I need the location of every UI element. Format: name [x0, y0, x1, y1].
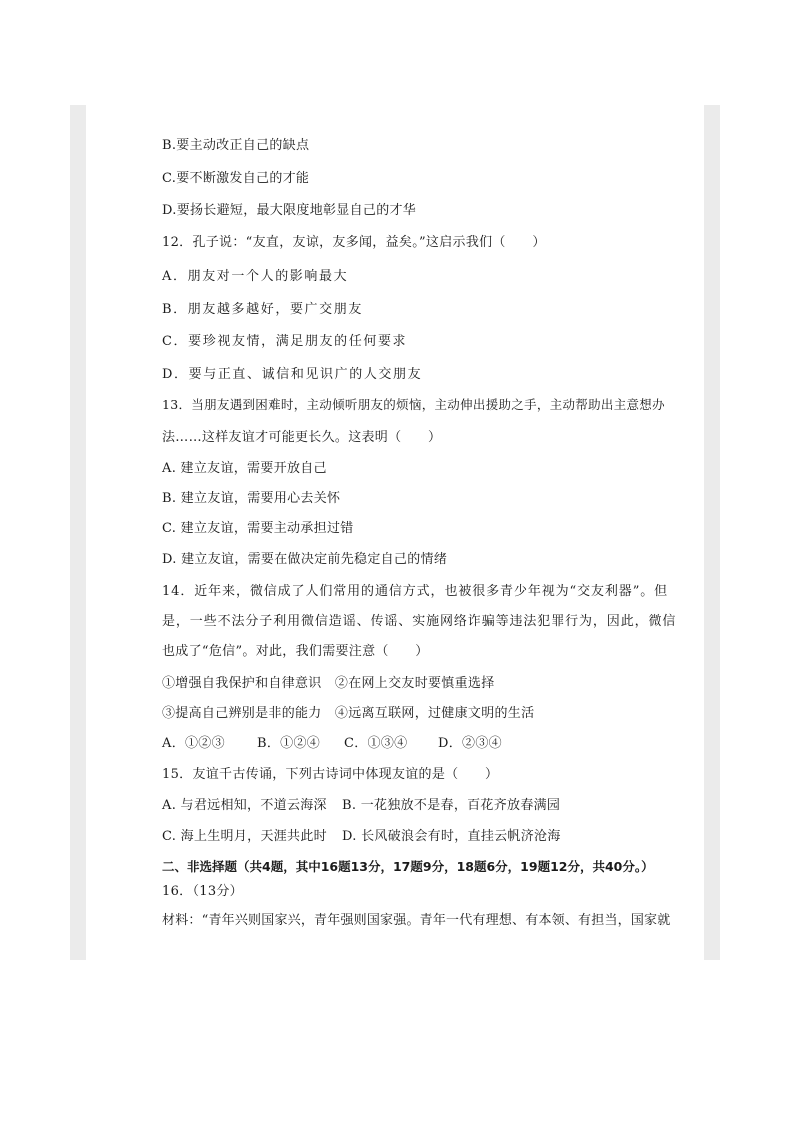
q13-option-c: C. 建立友谊，需要主动承担过错 [162, 521, 354, 536]
q12-option-a: A．朋友对一个人的影响最大 [162, 269, 349, 284]
q12-option-b: B．朋友越多越好，要广交朋友 [162, 302, 363, 317]
q11-option-c: C.要不断激发自己的才能 [162, 171, 310, 186]
q11-option-d: D.要扬长避短，最大限度地彰显自己的才华 [162, 203, 417, 218]
q15-options-row2 [162, 828, 561, 846]
q13-option-a: A. 建立友谊，需要开放自己 [162, 461, 327, 476]
q13-option-d: D. 建立友谊，需要在做决定前先稳定自己的情绪 [162, 552, 448, 567]
q13-stem-line1: 13．当朋友遇到困难时，主动倾听朋友的烦恼，主动伸出援助之手，主动帮助出主意想办 [162, 397, 665, 412]
q14-stem-line1: 14．近年来，微信成了人们常用的通信方式，也被很多青少年视为“交友利器”。但 [162, 584, 669, 599]
q14-options [162, 735, 502, 753]
section-heading: 二、非选择题（共4题，其中16题13分，17题9分，18题6分，19题12分，共40分。） [162, 859, 654, 874]
q12-option-c: C．要珍视友情，满足朋友的任何要求 [162, 334, 408, 349]
q15-options-row1 [162, 797, 560, 815]
q15-option-d: D. 长风破浪会有时，直挂云帆济沧海 [342, 829, 561, 844]
scan-margin-right [704, 105, 720, 960]
q12-option-d: D．要与正直、诚信和见识广的人交朋友 [162, 367, 423, 382]
q16-stem: 16．（13分） [162, 884, 243, 899]
q13-stem-line2: 法……这样友谊才可能更长久。这表明（ ） [162, 430, 442, 445]
q15-stem: 15．友谊千古传诵，下列古诗词中体现友谊的是（ ） [162, 767, 499, 782]
scan-margin-left [70, 105, 86, 960]
q14-stem-line3: 也成了“危信”。对此，我们需要注意（ ） [162, 644, 429, 659]
q14-option-a: A．①②③ [162, 736, 225, 751]
q15-option-a: A. 与君远相知，不道云海深 [162, 798, 327, 813]
q15-option-b: B. 一花独放不是春，百花齐放春满园 [342, 798, 561, 813]
q14-option-b: B．①②④ [257, 736, 321, 751]
q15-option-c: C. 海上生明月，天涯共此时 [162, 829, 327, 844]
q16-material: 材料：“青年兴则国家兴，青年强则国家强。青年一代有理想、有本领、有担当，国家就 [162, 913, 671, 928]
q14-items-line2: ③提高自己辨别是非的能力 ④远离互联网，过健康文明的生活 [162, 706, 535, 721]
q14-stem-line2: 是，一些不法分子利用微信造谣、传谣、实施网络诈骗等违法犯罪行为，因此，微信 [162, 614, 677, 629]
q13-option-b: B. 建立友谊，需要用心去关怀 [162, 491, 341, 506]
q11-option-b: B.要主动改正自己的缺点 [162, 138, 310, 153]
q12-stem: 12．孔子说：“友直，友谅，友多闻，益矣。”这启示我们（ ） [162, 235, 546, 250]
q14-option-c: C．①③④ [344, 736, 408, 751]
q14-option-d: D．②③④ [438, 736, 502, 751]
q14-items-line1: ①增强自我保护和自律意识 ②在网上交友时要慎重选择 [162, 676, 495, 691]
